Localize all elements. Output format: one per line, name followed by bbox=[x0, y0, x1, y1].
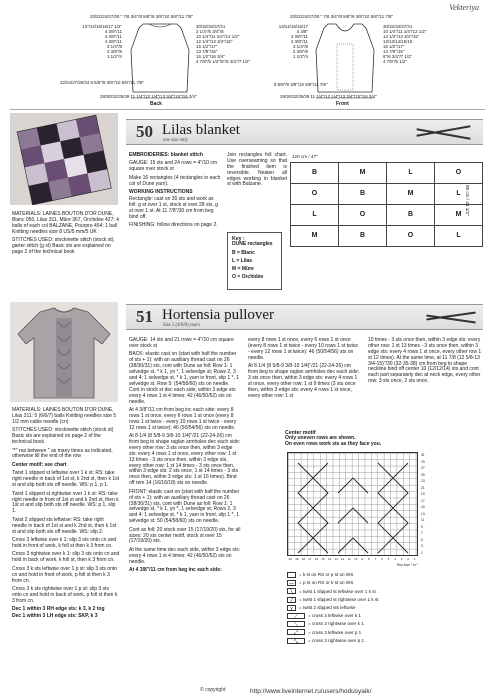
back-right-line: 4 7/8"/5 1/2"/6"/6 3/4"/7 1/2" bbox=[196, 59, 251, 65]
row-label: 15 bbox=[421, 505, 425, 509]
pullover-stitch-def: Dec 1 within 3 LH edge sts: SKP, k 3 bbox=[12, 613, 98, 620]
legend-text: = twist 2 slipped sts leftwise bbox=[299, 605, 356, 611]
pullover-materials: MATERIALS: LAINES BOUTON D'OR DUNE, Lilas 311: 5 (6/6/7) balls Knitting needles size 5 1/2 mm cable needle (cn) bbox=[12, 407, 117, 425]
front-right-line: 6"/6 3/4"/7 1/2" bbox=[383, 54, 413, 60]
chart-note: Only uneven rows are shown. bbox=[285, 435, 356, 442]
front-left-line: 4 3/8" bbox=[296, 29, 308, 35]
twist-right-symbol-icon: ╱ bbox=[287, 597, 296, 603]
back-right-line: 15 1/2"/17" bbox=[196, 44, 218, 50]
legend-row bbox=[287, 572, 477, 578]
pullover-center-motif: Center motif: see chart bbox=[12, 461, 67, 468]
key-subtitle: DUNE rectangles bbox=[232, 241, 273, 248]
row-label: 11 bbox=[421, 518, 425, 522]
legend-row bbox=[287, 638, 477, 644]
blanket-dimension-side: 88 cm / 31 1/2" bbox=[465, 185, 470, 216]
row-label: 5 bbox=[421, 537, 423, 542]
pullover-photo bbox=[10, 302, 118, 402]
blanket-number: 50 bbox=[136, 122, 153, 141]
blanket-finishing: FINISHING: follow directions on page 2. bbox=[129, 222, 218, 229]
row-label: 7 bbox=[421, 531, 423, 535]
back-bottom-left-measure: 22/24/27/30/34 8 5/8"/9 3/8"/10 5/8"/11 7/8" bbox=[60, 80, 145, 85]
pullover-neckline: 10 times - 3 sts once then, within 3 edge sts: every other row: 1 st 13 times - 3 sts once then, within 3 edge sts: every 4 rows 1 st once, every other row 1 st 12 times). At the same time, at 11 7/8 (12 5/8-13 3/4-15)"/30 (32-35-38) cm from beg to shape neckline bind off center 10 (12/12/14) sts and cont each part separately dec at neck edge, every other row: 3 sts once, 2 sts once. bbox=[368, 337, 482, 385]
col-label: 9 bbox=[361, 557, 364, 561]
row-label: 3 bbox=[421, 544, 423, 548]
blanket-gauge: GAUGE: 15 sts and 24 rows = 4"/10 cm square over stock st bbox=[129, 160, 218, 173]
back-right-line: 2 1/4"/6 3/4"/8 bbox=[196, 29, 224, 35]
grid-cell: L bbox=[387, 163, 435, 184]
col-label: 4 bbox=[394, 557, 396, 561]
grid-cell: L bbox=[435, 184, 483, 205]
chart-row-labels bbox=[421, 452, 425, 556]
col-label: 14 bbox=[327, 557, 332, 561]
front-left-line: 4 3/8"/11 bbox=[290, 34, 308, 40]
blanket-col3 bbox=[227, 153, 287, 191]
back-schematic bbox=[10, 14, 251, 110]
key-title: Key : bbox=[232, 236, 245, 242]
grid-row bbox=[291, 226, 483, 247]
back-left-line: 4 3/8"/11 bbox=[104, 34, 122, 40]
grid-row bbox=[291, 184, 483, 205]
col-label: 16 bbox=[314, 557, 319, 561]
legend-text: = p st on RS or k st on WS bbox=[299, 580, 354, 586]
knit-symbol-icon bbox=[287, 572, 296, 578]
front-right-line: 10 1/4"/11 1/4"/12 1/2" bbox=[383, 29, 427, 35]
blanket-layout-grid bbox=[290, 162, 483, 247]
back-bottom-measure: 28/30/32/35/39 11 1/4"/12 1/4"/13 3/4"/15"/16 3/4" bbox=[100, 94, 197, 99]
back-left-line: 1 1/2"/4 bbox=[107, 54, 122, 60]
col-label: 10 bbox=[354, 557, 358, 561]
legend-text: = cross 3 leftwise over p 1 bbox=[308, 629, 362, 635]
back-left-line: 3 1/4"/8 bbox=[107, 44, 122, 50]
back-left-measures bbox=[50, 24, 122, 59]
grid-row bbox=[291, 163, 483, 184]
back-right-line: 13 7/8"/15" bbox=[196, 49, 218, 55]
row-label: 23 bbox=[421, 479, 425, 483]
blanket-col1 bbox=[12, 212, 120, 258]
back-left-line: 13"/14/15/16/17 1/2" bbox=[82, 24, 122, 29]
col-label: 20 bbox=[288, 557, 292, 561]
col-label: 5 bbox=[387, 557, 390, 561]
grid-cell: O bbox=[435, 163, 483, 184]
col-label: 17 bbox=[308, 557, 312, 561]
pullover-front: At the same time dec each side, within 3 edge sts: every 4 rows 1 st 4 times: 42 (46/50/52) sts on needle. bbox=[129, 546, 241, 565]
front-bottom-measure: 28/30/32/35/39 11 1/4"/12 1/4"/13 3/4"/15"/16 3/4" bbox=[280, 94, 377, 99]
twist-left-symbol-icon: ╲ bbox=[287, 588, 296, 594]
front-label: Front bbox=[336, 101, 349, 107]
blanket-photo bbox=[10, 113, 118, 205]
chart-repeat-label: Rep from * to * bbox=[397, 563, 418, 567]
col-label: 13 bbox=[334, 557, 338, 561]
blanket-joining: Join rectangles foll chart. Use overseaming so that the finished item is reversible. Neaten all edges working in blanket st with Balzane. bbox=[227, 152, 287, 188]
legend-text: = cross 3 rightwise over k 1 bbox=[308, 621, 364, 627]
legend-text: = k st on RS or p st on WS bbox=[299, 572, 354, 578]
front-top-measure: 20/22/24/27/30 " 7/8 3/4"/8 5/8"/9 3/8"/10 5/8"/11 7/8" bbox=[290, 14, 394, 19]
pullover-col1 bbox=[12, 408, 120, 623]
legend-text: = twist 1 slipped st leftwise over 1 k st bbox=[299, 588, 376, 594]
grid-cell: O bbox=[291, 184, 339, 205]
back-outline bbox=[125, 22, 195, 100]
legend-row bbox=[287, 580, 477, 586]
twist-two-symbol-icon: ⋎ bbox=[287, 605, 296, 611]
grid-cell: B bbox=[339, 184, 387, 205]
blanket-working-title: WORKING INSTRUCTIONS bbox=[129, 189, 193, 196]
legend-row bbox=[287, 613, 477, 619]
blanket-header bbox=[126, 119, 483, 145]
pullover-stitch-def: Twist 1 slipped st leftwise over 1 k st: RS: take right needle in back of 1st st, k 2nd st, then k 1st st and slip both sts off needle. WS: p 1, p 1. bbox=[12, 470, 120, 489]
blanket-title: Lilas blanket bbox=[162, 122, 240, 138]
col-label: 2 bbox=[407, 557, 409, 561]
chart-legend bbox=[287, 572, 477, 646]
front-schematic bbox=[250, 14, 485, 110]
cross-right-p-symbol-icon: ⤡ bbox=[287, 638, 305, 644]
col-label: 12 bbox=[341, 557, 345, 561]
col-label: 7 bbox=[374, 557, 377, 561]
grid-cell: O bbox=[339, 205, 387, 226]
grid-cell: L bbox=[291, 205, 339, 226]
key-item: O = Orchidée bbox=[232, 273, 264, 280]
front-right-measures bbox=[383, 24, 426, 65]
pullover-stitch-def: Cross 3 rightwise over k 1: slip 3 sts onto cn and hold in back of work, k foll st, then k 3 from cn. bbox=[12, 551, 120, 564]
row-label: 1 bbox=[421, 550, 423, 555]
back-top-measure: 20/22/24/27/30 " 7/8 3/4"/8 5/8"/9 3/8"/10 5/8"/11 7/8" bbox=[90, 14, 194, 19]
back-right-line: 30/32/34/37/41 bbox=[196, 24, 226, 29]
col-label: 18 bbox=[301, 557, 305, 561]
blanket-subtitle: one size only bbox=[163, 138, 188, 143]
purl-symbol-icon: — bbox=[289, 581, 294, 588]
grid-cell: L bbox=[435, 226, 483, 247]
pullover-stitch-def: Twist 2 slipped sts leftwise: RS: take right needle in back of 1st st and k 2nd st, then k 1st st and slip both sts off needle. WS: slip 2. bbox=[12, 516, 117, 535]
cross-right-k-symbol-icon: ⟍ bbox=[287, 621, 305, 627]
back-label: Back bbox=[150, 101, 162, 107]
front-left-line: 1 1/2"/4 bbox=[293, 54, 308, 60]
col-label: 19 bbox=[295, 557, 299, 561]
legend-row bbox=[287, 605, 477, 611]
grid-row bbox=[291, 205, 483, 226]
front-right-line: 12 1/4"/13 3/4"/15" bbox=[383, 34, 420, 40]
pullover-gauge: GAUGE: 14 sts and 21 rows = 4"/10 cm square over stock st bbox=[129, 337, 234, 349]
grid-cell: M bbox=[339, 163, 387, 184]
footer-url[interactable]: http://www.liveinternet.ru/users/hodusyaik/ bbox=[250, 688, 372, 695]
legend-row bbox=[287, 621, 477, 627]
col-label: 15 bbox=[321, 557, 325, 561]
legend-row bbox=[287, 588, 477, 594]
blanket-stitches: STITCHES USED: stockinette stitch (stock st), garter stitch (g st) Basic sts are explained on page 2 of the technical book bbox=[12, 237, 115, 255]
back-right-line: 12 1/4"/13 3/4"/15" bbox=[196, 39, 233, 45]
front-right-line: 4 7/8"/5 1/2" bbox=[383, 59, 407, 65]
watermark-signature: Vekteriya bbox=[449, 3, 479, 12]
back-left-line: 4 3/8"/11 bbox=[104, 29, 122, 35]
row-label: 27 bbox=[421, 466, 425, 470]
chart-grid bbox=[287, 452, 418, 556]
legend-text: = cross 3 leftwise over k 1 bbox=[308, 613, 361, 619]
cross-left-k-symbol-icon: ⟋ bbox=[287, 613, 305, 619]
col-label: 11 bbox=[347, 557, 351, 561]
row-label: 29 bbox=[421, 459, 425, 464]
pullover-note: "*" rep between " as many times as indicated, otherwise till the end of the row bbox=[12, 447, 113, 460]
chart-col-labels bbox=[287, 558, 418, 561]
blanket-materials: MATERIALS: LAINES BOUTON D'OR DUNE, Blanc 050, Lilas 311, Mûre 367, Orchidée 427: 4 balls of each col BALZANE, Pourpre 454: 1 ball Knitting needles size 8 US/5 mm/5 UK bbox=[12, 211, 119, 235]
row-label: 17 bbox=[421, 498, 425, 503]
col-label: 3 bbox=[400, 557, 403, 561]
row-label: 25 bbox=[421, 472, 425, 477]
pullover-front-cont: At 8 1/4 (8 5/8-9 3/8-10 1/4)"/21 (22-24-26) cm from beg to shape raglan armholes dec each side: 3 sts once then, within 3 edge sts: every 4 rows 1 st once, every other row: 1 st 9 times (3 sts once then, within 3 edge sts: every 4 rows 1 st once, every other row: 1 st bbox=[248, 363, 360, 399]
pullover-col3 bbox=[248, 338, 361, 402]
pullover-stitch-def: Cross 3 k sts leftwise over 1 p st: slip 3 sts onto cn and hold in front of work, p foll st then k 3 from cn. bbox=[12, 565, 118, 584]
front-right-line: 12/13/14/15/16 bbox=[383, 39, 413, 45]
blanket-make: Make 16 rectangles (4 rectangles in each col of Dune yarn). bbox=[129, 174, 221, 187]
grid-cell: M bbox=[291, 226, 339, 247]
front-left-line: 2 3/8"/6 bbox=[293, 49, 308, 55]
key-item: B = Blanc bbox=[232, 250, 255, 257]
blanket-working: Rectangle: cast on 30 sts and work as foll: g st over 1 st, stock st over 28 sts, g st over 1 st. At 11 7/8"/30 cm from beg bind off. bbox=[129, 196, 218, 220]
legend-text: = twist 1 slipped st rightwise over 1 k st bbox=[299, 596, 379, 602]
blanket-photo-illustration bbox=[10, 113, 118, 205]
row-label: 31 bbox=[421, 453, 425, 457]
schematics-section bbox=[10, 8, 485, 110]
grid-cell: O bbox=[387, 226, 435, 247]
row-label: 13 bbox=[421, 511, 425, 516]
front-left-line: 3 1/4"/8 bbox=[293, 44, 308, 50]
row-label: 21 bbox=[421, 485, 425, 490]
back-right-line: 15 1/2"/16 3/4" bbox=[196, 54, 225, 60]
pullover-photo-illustration bbox=[10, 302, 118, 402]
row-label: 9 bbox=[421, 524, 423, 529]
blanket-embroideries: EMBROIDERIES: blanket stitch bbox=[129, 152, 203, 158]
grid-cell: B bbox=[339, 226, 387, 247]
chart-cables bbox=[288, 453, 419, 557]
front-right-line: 15 1/2"/17" bbox=[383, 44, 405, 50]
blanket-col2 bbox=[129, 153, 222, 232]
back-left-line: 4 3/8"/11 bbox=[104, 39, 122, 45]
grid-cell: B bbox=[387, 205, 435, 226]
front-bottom-left-measure: 8 5/8"/9 3/8"/10 5/8"/11 7/8" bbox=[274, 82, 328, 87]
pullover-subtitle: Size 2 (4/6/8) years bbox=[163, 323, 201, 328]
pullover-stitches: STITCHES USED: stockinette stitch (stock st) Basic sts are explained on page 2 of the technical book. bbox=[12, 427, 114, 446]
footer-copyright: © copyright bbox=[200, 687, 226, 693]
front-left-line: 4 3/8"/11 bbox=[290, 39, 308, 45]
front-right-line: 30/32/34/37/41 bbox=[383, 24, 413, 29]
pullover-back: BACK: elastic cast on (start with half the number of sts + 1): with an auxiliary thread cast on 26 (38/30/31) sts, cont with Dune as foll: Row 1: 1 selvedge st, * k 1, yo *, 1 selvedge st; Rows 2, 3 and 4: 1 selvedge st, * k 1, yarn in front, slip 1 *, 1 selvedge st. Row 5: (54/58/60) sts on needle. Cont in stock st dec each side, within 3 edge sts every 4 rows 1 st 4 times: 42 (46/50/52) sts on needle. bbox=[129, 351, 240, 405]
cross-left-p-symbol-icon: ⤢ bbox=[287, 629, 305, 635]
pullover-number: 51 bbox=[136, 307, 153, 326]
chart-note: On even rows work sts as they face you. bbox=[285, 441, 382, 448]
front-outline bbox=[310, 22, 380, 100]
back-left-line: 2 3/8"/6 bbox=[107, 49, 122, 55]
back-right-line: 10 1/4"/11 1/4"/12 1/2" bbox=[196, 34, 240, 40]
pullover-back: At 8 1/4 (8 5/8-9 3/8-10 1/4)"/21 (22-24-26) cm from beg to shape raglan armholes dec each side: every other row: 3 sts once then, within 3 edge sts: every 4 rows 1 st once, every other row: 1 st 13 times - 3 sts once then, within 3 edge sts, every other row: 1 st 14 times - 3 sts once then, within 3 edge sts: 2 sts once, 1 st 14 times - 3 sts once then, within 3 edge sts: 1 st 16 times). Bind off rem 14 (16/16/18) sts on needle. bbox=[129, 433, 241, 487]
pullover-title: Hortensia pullover bbox=[162, 307, 275, 323]
pullover-header bbox=[126, 304, 483, 330]
pullover-stitch-def: Twist 1 slipped st rightwise over 1 k st: RS: take right needle in front of 1st st and k 2nd st, then k 1st st and slip both sts off needle. WS: p 1, slip 1. bbox=[12, 490, 119, 515]
pullover-stitch-def: Cross 3 leftwise over k 1: slip 3 sts onto cn and hold in front of work, k foll st then k 3 from cn. bbox=[12, 537, 117, 549]
key-item: M = Mûre bbox=[232, 265, 254, 272]
legend-row bbox=[287, 597, 477, 603]
col-label: 8 bbox=[368, 557, 370, 561]
grid-cell: M bbox=[387, 184, 435, 205]
pullover-stitch-def: Cross 3 k sts rightwise over 1 p st: slip 3 sts onto cn and hold in back of work, p foll st then k 3 from cn. bbox=[12, 586, 118, 604]
center-motif-chart bbox=[285, 430, 485, 665]
front-left-line: 13/14/15/16/17 bbox=[278, 24, 308, 29]
pullover-front: At 4 3/8"/11 cm from beg inc each side: bbox=[129, 567, 222, 574]
pullover-col2 bbox=[129, 338, 241, 577]
pullover-back: At 4 3/8"/11 cm from beg inc each side: every 8 rows 1 st once, every 6 rows 1 st once (every 8 rows 1 st twice - every 10 rows 1 st twice - every 12 rows 1 st twice): 46 (50/54/56) sts on needle. bbox=[129, 406, 237, 431]
pullover-col4 bbox=[368, 338, 483, 388]
blanket-dimension-top: 120 cm / 47" bbox=[292, 154, 318, 159]
legend-text: = cross 3 rightwise over p 1 bbox=[308, 637, 365, 643]
col-label: 6 bbox=[381, 557, 383, 561]
front-left-measures bbox=[250, 24, 308, 59]
blanket-key bbox=[227, 232, 282, 290]
row-label: 19 bbox=[421, 492, 425, 496]
legend-row bbox=[287, 629, 477, 635]
col-label: 1 bbox=[413, 557, 416, 561]
key-item: L = Lilas bbox=[232, 257, 253, 264]
back-right-measures bbox=[196, 24, 250, 65]
grid-cell: M bbox=[435, 205, 483, 226]
chart-title: Center motif bbox=[285, 430, 316, 436]
pullover-front: Cont as foll: 20 stock over 15 (17/19/20) sts, for all sizes: 20 sts center motif, stock st over 15 (17/19/20) sts. bbox=[129, 526, 241, 545]
grid-cell: B bbox=[291, 163, 339, 184]
pullover-front: FRONT: elastic cast on (start with half the number of sts + 1): with an auxiliary thread cast on 26 (38/30/31) sts, cont with Dune as foll: Row 1: 1 selvedge st, * k 1, yo *, 1 selvedge st; Rows 2, 3 and 4: 1 selvedge st, * k 1, yarn in front, slip 1 *, 1 selvedge st: 50 (54/58/60) sts on needle. bbox=[129, 488, 240, 525]
pullover-front-cont: every 8 rows 1 st once, every 6 rows 1 st once (every 8 rows 1 st twice - every 10 rows 1 st twice - every 12 rows 1 st twice): 46 (50/54/56) sts on needle. bbox=[248, 337, 359, 361]
front-right-line: 13 7/8"/15" bbox=[383, 49, 405, 55]
pullover-stitch-def: Dec 1 within 3 RH edge sts: k 3, k 2 tog bbox=[12, 606, 105, 613]
